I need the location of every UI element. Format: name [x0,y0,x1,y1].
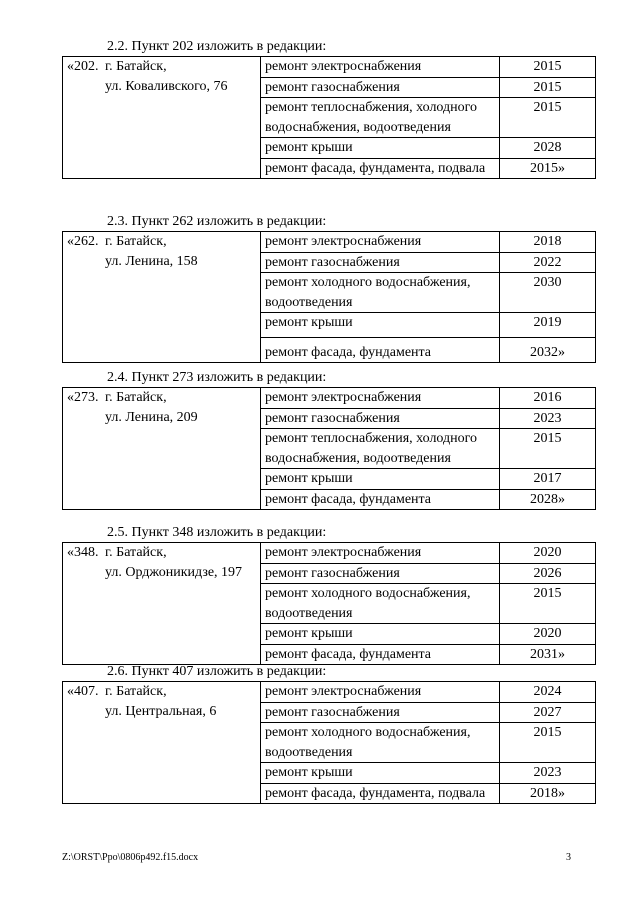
section-407 [62,663,596,804]
work-cell: ремонт газоснабжения [261,252,500,273]
address-cell [101,543,261,665]
address-city: г. Батайск, [105,684,167,699]
address-cell [101,57,261,179]
year-cell: 2020 [500,624,596,645]
address-cell [101,682,261,804]
item-number: «273. [63,388,102,510]
year-cell: 2027 [500,702,596,723]
year-cell: 2015 [500,77,596,98]
year-cell: 2015 [500,429,596,469]
address-street: ул. Ленина, 209 [105,409,198,425]
item-number: «407. [63,682,102,804]
work-cell: ремонт теплоснабжения, холодного водоснабжения, водоотведения [261,98,500,138]
footer-page-number: 3 [566,852,571,863]
year-cell: 2030 [500,273,596,313]
work-cell: ремонт газоснабжения [261,77,500,98]
year-cell: 2017 [500,469,596,490]
work-cell: ремонт холодного водоснабжения, водоотведения [261,584,500,624]
year-cell: 2022 [500,252,596,273]
table-row [63,232,596,253]
year-cell: 2018» [500,783,596,804]
address-city: г. Батайск, [105,545,167,560]
table-row [63,388,596,409]
work-cell: ремонт фасада, фундамента [261,644,500,665]
work-cell: ремонт электроснабжения [261,543,500,564]
section-348 [62,524,596,665]
work-cell: ремонт электроснабжения [261,682,500,703]
table-row [63,682,596,703]
work-cell: ремонт газоснабжения [261,408,500,429]
work-cell: ремонт холодного водоснабжения, водоотведения [261,273,500,313]
section-273 [62,369,596,510]
work-cell: ремонт электроснабжения [261,232,500,253]
address-city: г. Батайск, [105,234,167,249]
work-cell: ремонт газоснабжения [261,702,500,723]
repair-table [62,56,596,179]
year-cell: 2026 [500,563,596,584]
work-cell: ремонт электроснабжения [261,57,500,78]
year-cell: 2015 [500,723,596,763]
year-cell: 2020 [500,543,596,564]
year-cell: 2015» [500,158,596,179]
year-cell: 2015 [500,57,596,78]
address-street: ул. Ленина, 158 [105,253,198,269]
section-heading: 2.3. Пункт 262 изложить в редакции: [107,214,327,229]
year-cell: 2015 [500,98,596,138]
year-cell: 2018 [500,232,596,253]
work-cell: ремонт фасада, фундамента, подвала [261,783,500,804]
address-street: ул. Коваливского, 76 [105,78,228,94]
work-cell: ремонт крыши [261,138,500,159]
section-heading: 2.5. Пункт 348 изложить в редакции: [107,525,327,540]
work-cell: ремонт фасада, фундамента, подвала [261,158,500,179]
section-heading: 2.4. Пункт 273 изложить в редакции: [107,370,327,385]
work-cell: ремонт крыши [261,313,500,338]
footer-file-path: Z:\ORST\Ppo\0806p492.f15.docx [62,852,199,863]
year-cell: 2024 [500,682,596,703]
work-cell: ремонт крыши [261,624,500,645]
work-cell: ремонт крыши [261,469,500,490]
year-cell: 2015 [500,584,596,624]
year-cell: 2032» [500,338,596,363]
work-cell: ремонт фасада, фундамента [261,338,500,363]
work-cell: ремонт газоснабжения [261,563,500,584]
year-cell: 2023 [500,408,596,429]
repair-table [62,542,596,665]
year-cell: 2028 [500,138,596,159]
address-street: ул. Орджоникидзе, 197 [105,564,243,580]
work-cell: ремонт теплоснабжения, холодного водоснабжения, водоотведения [261,429,500,469]
year-cell: 2016 [500,388,596,409]
work-cell: ремонт фасада, фундамента [261,489,500,510]
section-262 [62,213,596,363]
year-cell: 2028» [500,489,596,510]
work-cell: ремонт холодного водоснабжения, водоотведения [261,723,500,763]
work-cell: ремонт крыши [261,763,500,784]
repair-table [62,681,596,804]
item-number: «348. [63,543,102,665]
item-number: «202. [63,57,102,179]
year-cell: 2023 [500,763,596,784]
work-cell: ремонт электроснабжения [261,388,500,409]
address-cell [101,232,261,363]
address-cell [101,388,261,510]
item-number: «262. [63,232,102,363]
section-heading: 2.2. Пункт 202 изложить в редакции: [107,39,327,54]
section-202 [62,38,596,179]
repair-table [62,231,596,363]
table-row [63,543,596,564]
section-heading: 2.6. Пункт 407 изложить в редакции: [107,664,327,679]
table-row [63,57,596,78]
address-street: ул. Центральная, 6 [105,703,217,719]
address-city: г. Батайск, [105,59,167,74]
year-cell: 2031» [500,644,596,665]
repair-table [62,387,596,510]
year-cell: 2019 [500,313,596,338]
address-city: г. Батайск, [105,390,167,405]
